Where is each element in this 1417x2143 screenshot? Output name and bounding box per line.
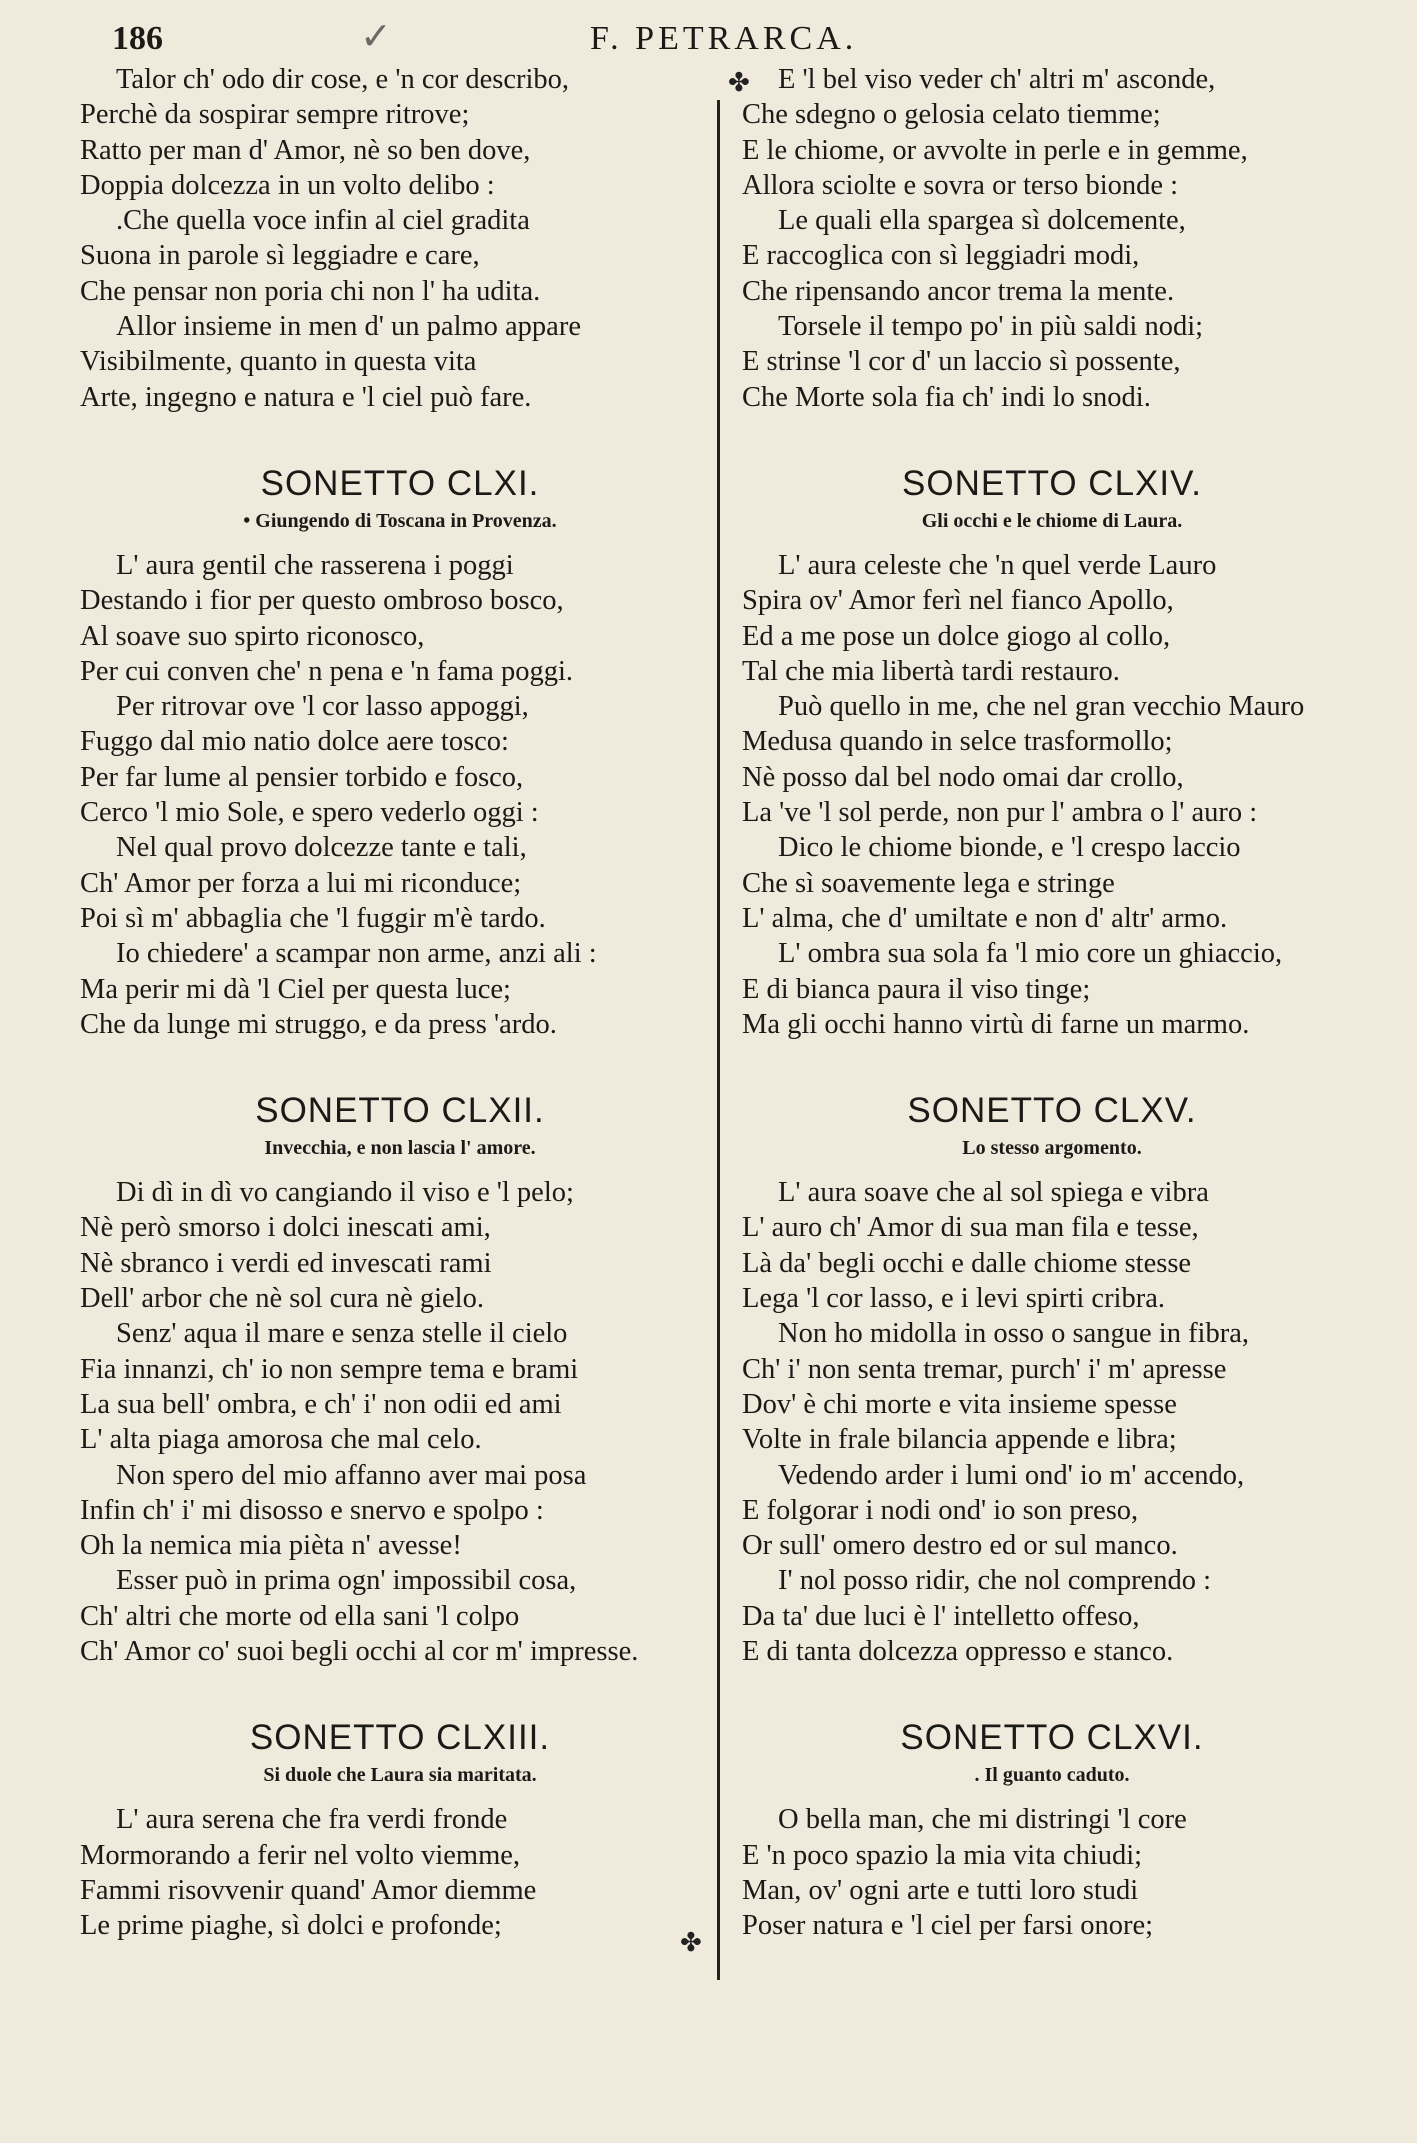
verse-line: La sua bell' ombra, e ch' i' non odii ed ami bbox=[80, 1388, 562, 1420]
verse-line: O bella man, che mi distringi 'l core bbox=[778, 1804, 1187, 1836]
verse-line: Dico le chiome bionde, e 'l crespo laccio bbox=[778, 832, 1241, 864]
verse-line: Fammi risovvenir quand' Amor diemme bbox=[80, 1874, 537, 1906]
verse-line: Allor insieme in men d' un palmo appare bbox=[116, 311, 581, 343]
verse-line: Senz' aqua il mare e senza stelle il cielo bbox=[116, 1318, 568, 1350]
verse-line: Poi sì m' abbaglia che 'l fuggir m'è tardo. bbox=[80, 902, 546, 934]
verse-line: Arte, ingegno e natura e 'l ciel può fare. bbox=[80, 381, 532, 413]
verse-line: L' aura gentil che rasserena i poggi bbox=[116, 549, 514, 581]
verse-line: Talor ch' odo dir cose, e 'n cor describo, bbox=[116, 64, 570, 95]
section-gap bbox=[742, 1042, 1362, 1081]
verse-line: Nel qual provo dolcezze tante e tali, bbox=[116, 832, 527, 864]
verse-line: L' alta piaga amorosa che mal celo. bbox=[80, 1424, 482, 1456]
sonnet bbox=[742, 1716, 1362, 1943]
sonnet-title: SONETTO CLXIII. bbox=[249, 1718, 551, 1758]
sonnet-subtitle: Lo stesso argomento. bbox=[962, 1137, 1142, 1160]
verse-line: Per ritrovar ove 'l cor lasso appoggi, bbox=[116, 691, 529, 723]
verse-line: E le chiome, or avvolte in perle e in gemme, bbox=[742, 134, 1248, 166]
verse-line: Ratto per man d' Amor, nè so ben dove, bbox=[80, 134, 531, 166]
page-header bbox=[0, 12, 1417, 62]
verse-line: .Che quella voce infin al ciel gradita bbox=[116, 205, 530, 237]
sonnet-title: SONETTO CLXII. bbox=[255, 1091, 545, 1131]
verse-line: Torsele il tempo po' in più saldi nodi; bbox=[778, 311, 1204, 343]
verse-line: Volte in frale bilancia appende e libra; bbox=[742, 1424, 1177, 1456]
section-gap bbox=[742, 415, 1362, 454]
verse-line: Ma perir mi dà 'l Ciel per questa luce; bbox=[80, 973, 511, 1005]
verse-line: Che sdegno o gelosia celato tiemme; bbox=[742, 99, 1161, 131]
verse-line: L' aura soave che al sol spiega e vibra bbox=[778, 1177, 1209, 1209]
ornament-icon: ✤ bbox=[680, 1928, 702, 1958]
verse-line: Or sull' omero destro ed or sul manco. bbox=[742, 1530, 1178, 1562]
verse-line: Nè sbranco i verdi ed invescati rami bbox=[80, 1247, 492, 1279]
section-gap bbox=[80, 1042, 720, 1081]
verse-line: Suona in parole sì leggiadre e care, bbox=[80, 240, 480, 272]
sonnet-title: SONETTO CLXI. bbox=[260, 463, 540, 503]
verse-line: Fuggo dal mio natio dolce aere tosco: bbox=[80, 726, 509, 758]
verse-line: Le prime piaghe, sì dolci e profonde; bbox=[80, 1910, 502, 1942]
page-number: 186 bbox=[112, 20, 163, 57]
verse-line: Oh la nemica mia pièta n' avesse! bbox=[80, 1530, 462, 1562]
verse-line: Spira ov' Amor ferì nel fianco Apollo, bbox=[742, 585, 1174, 617]
verse-line: Che pensar non poria chi non l' ha udita. bbox=[80, 275, 541, 307]
verse-line: E folgorar i nodi ond' io son preso, bbox=[742, 1494, 1139, 1526]
verse-line: L' auro ch' Amor di sua man fila e tesse, bbox=[742, 1212, 1199, 1244]
verse-line: L' aura celeste che 'n quel verde Lauro bbox=[778, 549, 1217, 581]
section-gap bbox=[742, 1669, 1362, 1708]
sonnet-subtitle: . Il guanto caduto. bbox=[974, 1764, 1130, 1787]
verse-line: Che sì soavemente lega e stringe bbox=[742, 867, 1115, 899]
sonnet-title: SONETTO CLXV. bbox=[907, 1091, 1197, 1131]
left-column bbox=[80, 62, 720, 1943]
verse-line: Poser natura e 'l ciel per farsi onore; bbox=[742, 1910, 1154, 1942]
verse-line: Nè posso dal bel nodo omai dar crollo, bbox=[742, 761, 1184, 793]
verse-line: Infin ch' i' mi disosso e snervo e spolpo : bbox=[80, 1494, 544, 1526]
verse-line: Per cui conven che' n pena e 'n fama poggi. bbox=[80, 655, 574, 687]
verse-line: Esser può in prima ogn' impossibil cosa, bbox=[116, 1565, 577, 1597]
verse-line: I' nol posso ridir, che nol comprendo : bbox=[778, 1565, 1211, 1597]
verse-line: Che Morte sola fia ch' indi lo snodi. bbox=[742, 381, 1151, 413]
verse-line: E 'l bel viso veder ch' altri m' asconde, bbox=[778, 64, 1216, 95]
verse-line: Ch' altri che morte od ella sani 'l colpo bbox=[80, 1600, 520, 1632]
verse-line: Che ripensando ancor trema la mente. bbox=[742, 275, 1175, 307]
verse-line: E di tanta dolcezza oppresso e stanco. bbox=[742, 1635, 1174, 1667]
verse-line: Allora sciolte e sovra or terso bionde : bbox=[742, 169, 1179, 201]
sonnet bbox=[80, 462, 720, 1042]
verse-line: Nè però smorso i dolci inescati ami, bbox=[80, 1212, 491, 1244]
verse-line: Di dì in dì vo cangiando il viso e 'l pelo; bbox=[116, 1177, 574, 1209]
sonnet-subtitle: Invecchia, e non lascia l' amore. bbox=[264, 1137, 536, 1160]
verse-line: Medusa quando in selce trasformollo; bbox=[742, 726, 1173, 758]
running-head: F. PETRARCA. bbox=[590, 20, 858, 57]
section-gap bbox=[80, 415, 720, 454]
verse-line: Ch' i' non senta tremar, purch' i' m' apresse bbox=[742, 1353, 1227, 1385]
verse-line: Che da lunge mi struggo, e da press 'ardo. bbox=[80, 1008, 557, 1040]
verse-line: L' aura serena che fra verdi fronde bbox=[116, 1804, 508, 1836]
verse-line: La 've 'l sol perde, non pur l' ambra o l' auro : bbox=[742, 797, 1258, 829]
verse-line: L' ombra sua sola fa 'l mio core un ghiaccio, bbox=[778, 938, 1283, 970]
sonnet bbox=[742, 462, 1362, 1042]
sonnet-title: SONETTO CLXIV. bbox=[902, 463, 1202, 503]
verse-line: Non spero del mio affanno aver mai posa bbox=[116, 1459, 587, 1491]
verse-line: Ma gli occhi hanno virtù di farne un marmo. bbox=[742, 1008, 1250, 1040]
verse-line: Doppia dolcezza in un volto delibo : bbox=[80, 169, 495, 201]
sonnet-title: SONETTO CLXVI. bbox=[900, 1718, 1204, 1758]
sonnet-subtitle: Si duole che Laura sia maritata. bbox=[263, 1764, 537, 1787]
verse-line: Visibilmente, quanto in questa vita bbox=[80, 346, 477, 378]
verse-line: Cerco 'l mio Sole, e spero vederlo oggi : bbox=[80, 797, 539, 829]
verse-line: Destando i fior per questo ombroso bosco, bbox=[80, 585, 564, 617]
right-column bbox=[742, 62, 1362, 1943]
verse-line: E di bianca paura il viso tinge; bbox=[742, 973, 1091, 1005]
sonnet bbox=[80, 1089, 720, 1669]
verse-line: Là da' begli occhi e dalle chiome stesse bbox=[742, 1247, 1192, 1279]
verse-line: E raccoglica con sì leggiadri modi, bbox=[742, 240, 1140, 272]
verse-line: Dov' è chi morte e vita insieme spesse bbox=[742, 1388, 1177, 1420]
verse-line: Vedendo arder i lumi ond' io m' accendo, bbox=[778, 1459, 1245, 1491]
verse-line: Ch' Amor co' suoi begli occhi al cor m' impresse. bbox=[80, 1635, 639, 1667]
verse-line: Tal che mia libertà tardi restauro. bbox=[742, 655, 1120, 687]
verse-line: Dell' arbor che nè sol cura nè gielo. bbox=[80, 1283, 484, 1315]
verse-line: Non ho midolla in osso o sangue in fibra, bbox=[778, 1318, 1249, 1350]
verse-line: Fia innanzi, ch' io non sempre tema e brami bbox=[80, 1353, 579, 1385]
ornament-icon: ✤ bbox=[728, 68, 750, 98]
sonnet bbox=[80, 1716, 720, 1943]
sonnet bbox=[742, 1089, 1362, 1669]
verse-line: Le quali ella spargea sì dolcemente, bbox=[778, 205, 1186, 237]
verse-line: Ed a me pose un dolce giogo al collo, bbox=[742, 620, 1171, 652]
pencil-mark-icon: ✓ bbox=[360, 14, 392, 58]
verse-line: Lega 'l cor lasso, e i levi spirti cribra. bbox=[742, 1283, 1165, 1315]
sonnet-subtitle: Gli occhi e le chiome di Laura. bbox=[921, 509, 1183, 532]
verse-line: Man, ov' ogni arte e tutti loro studi bbox=[742, 1874, 1139, 1906]
section-gap bbox=[80, 1669, 720, 1708]
verse-line: E strinse 'l cor d' un laccio sì possente, bbox=[742, 346, 1181, 378]
verse-line: Può quello in me, che nel gran vecchio Mauro bbox=[778, 691, 1305, 723]
verse-line: Perchè da sospirar sempre ritrove; bbox=[80, 99, 470, 131]
verse-line: L' alma, che d' umiltate e non d' altr' armo. bbox=[742, 902, 1228, 934]
verse-line: Ch' Amor per forza a lui mi riconduce; bbox=[80, 867, 522, 899]
verse-line: Io chiedere' a scampar non arme, anzi ali : bbox=[116, 938, 597, 970]
verse-line: Da ta' due luci è l' intelletto offeso, bbox=[742, 1600, 1140, 1632]
verse-line: Mormorando a ferir nel volto viemme, bbox=[80, 1839, 521, 1871]
verse-line: Al soave suo spirto riconosco, bbox=[80, 620, 425, 652]
verse-line: E 'n poco spazio la mia vita chiudi; bbox=[742, 1839, 1143, 1871]
verse-line: Per far lume al pensier torbido e fosco, bbox=[80, 761, 524, 793]
sonnet-subtitle: • Giungendo di Toscana in Provenza. bbox=[243, 509, 557, 532]
